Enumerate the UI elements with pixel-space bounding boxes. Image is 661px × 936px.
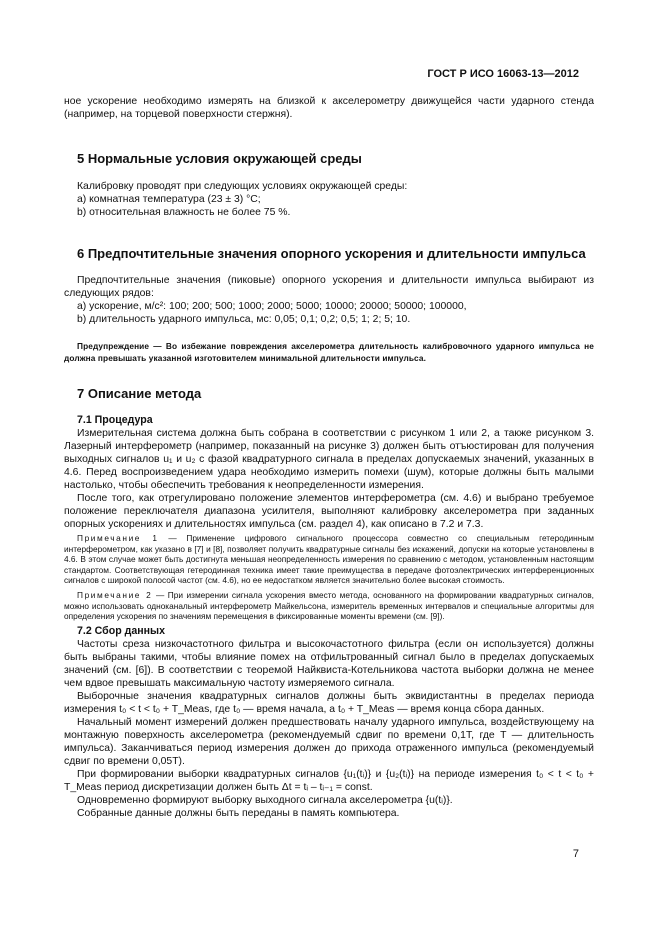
section-7-title: 7 Описание метода xyxy=(77,386,202,401)
paragraph: Одновременно формируют выборку выходного сигнала акселерометра {u(tᵢ)}. xyxy=(77,794,453,806)
list-item: b) относительная влажность не более 75 %. xyxy=(77,207,291,218)
paragraph: Частоты среза низкочастотного фильтра и высокочастотного фильтра (если он используется) должны быть выбраны такими, чтобы влияние помех на отфильтрованный сигнал было в пределах допускаемых значений (см. [6]). В соответствии с теоремой Найквиста-Котельникова частота выборки должна не менее чем вдвое превышать максимальную частоту измеряемого сигнала. xyxy=(64,638,594,689)
document-header: ГОСТ Р ИСО 16063-13—2012 xyxy=(427,68,579,80)
list-item: а) комнатная температура (23 ± 3) °С; xyxy=(77,194,261,205)
section-6-title: 6 Предпочтительные значения опорного ускорения и длительности импульса xyxy=(77,246,586,261)
list-item: b) длительность ударного импульса, мс: 0,05; 0,1; 0,2; 0,5; 1; 2; 5; 10. xyxy=(77,314,411,325)
paragraph: После того, как отрегулировано положение элементов интерферометра (см. 4.6) и выбрано требуемое положение переключателя диапазона усилителя, выполняют калибровку акселерометра при заданных опорных ускорениях и длительностях импульса (см. раздел 4), как описано в 7.2 и 7.3. xyxy=(64,493,594,530)
note-text: — При измерении сигнала ускорения вместо метода, основанного на формировании квадратурных сигналов, можно использовать одноканальный интерферометр Майкельсона, измеритель временных интервалов и специальные алгоритмы для определения ускорения по значениям перемещения в фиксированные моменты времени (см. [9]). xyxy=(64,589,594,622)
paragraph: Выборочные значения квадратурных сигналов должны быть эквидистантны в пределах периода измерения t₀ < t < t₀ + T_Meas, где t₀ — время начала, а t₀ + T_Meas — время конца сбора данных. xyxy=(64,690,594,715)
section-6-lead: Предпочтительные значения (пиковые) опорного ускорения и длительности импульса выбирают из следующих рядов: xyxy=(64,275,594,299)
section-6-list xyxy=(64,300,594,326)
note-text: — Применение цифрового сигнального процессора совместно со специальным гетеродинным интерферометром, как указано в [7] и [8], позволяет получить квадратурные сигналы без искажений, допуски на которые установлены в 4.6. В этом случае может быть достигнута меньшая неопределенность измерения по сравнению с методом, установленным настоящим стандартом. Соответствующая гетеродинная техника имеет такие преимущества в передаче фотоэлектрических интерференционных сигналов с широкой полосой частот (см. 4.6), но ее недостатком является значительно более высокая стоимость. xyxy=(64,533,594,586)
subsection-7-1-title: 7.1 Процедура xyxy=(77,414,153,426)
page-number: 7 xyxy=(572,848,579,860)
note-2 xyxy=(64,590,594,622)
paragraph: При формировании выборки квадратурных сигналов {u₁(tᵢ)} и {u₂(tᵢ)} на периоде измерения t₀ < t < t₀ + T_Meas период дискретизации должен быть Δt = tᵢ – tᵢ₋₁ = const. xyxy=(64,768,594,793)
warning-note: Предупреждение — Во избежание повреждения акселерометра длительность калибровочного ударного импульса не должна превышать указанной изготовителем минимальной длительности импульса. xyxy=(64,341,594,363)
note-1 xyxy=(64,533,594,586)
section-5-title: 5 Нормальные условия окружающей среды xyxy=(77,151,362,166)
note-label: Примечание 1 xyxy=(77,533,159,543)
paragraph: Начальный момент измерений должен предшествовать началу ударного импульса, воздействующему на монтажную поверхность акселерометра (рекомендуемый сдвиг по времени 0,1T, где T — длительность импульса). Заканчиваться период измерения должен до прихода отраженного импульса (рекомендуемый сдвиг по времени 0,05T). xyxy=(64,716,594,767)
intro-paragraph: ное ускорение необходимо измерять на близкой к акселерометру движущейся части ударного стенда (например, на торцевой поверхности стержня). xyxy=(64,96,594,120)
subsection-7-2-title: 7.2 Сбор данных xyxy=(77,624,165,637)
section-5-list xyxy=(64,193,594,219)
page-body xyxy=(64,95,594,820)
section-5-lead: Калибровку проводят при следующих условиях окружающей среды: xyxy=(77,181,408,192)
list-item: а) ускорение, м/с²: 100; 200; 500; 1000; 2000; 5000; 10000; 20000; 50000; 100000, xyxy=(77,301,467,312)
note-label: Примечание 2 xyxy=(77,589,153,600)
paragraph: Измерительная система должна быть собрана в соответствии с рисунком 1 или 2, а также рисунком 3. Лазерный интерферометр (например, показанный на рисунке 3) должен быть отъюстирован для получения выходных сигналов u₁ и u₂ с фазой квадратурного сигнала в пределах допускаемых значений, указанных в 4.6. Перед воспроизведением удара необходимо измерить помехи (шум), которые должны быть малыми настолько, чтобы обеспечить требования к неопределенности измерения. xyxy=(64,428,594,491)
paragraph: Собранные данные должны быть переданы в память компьютера. xyxy=(77,807,400,819)
